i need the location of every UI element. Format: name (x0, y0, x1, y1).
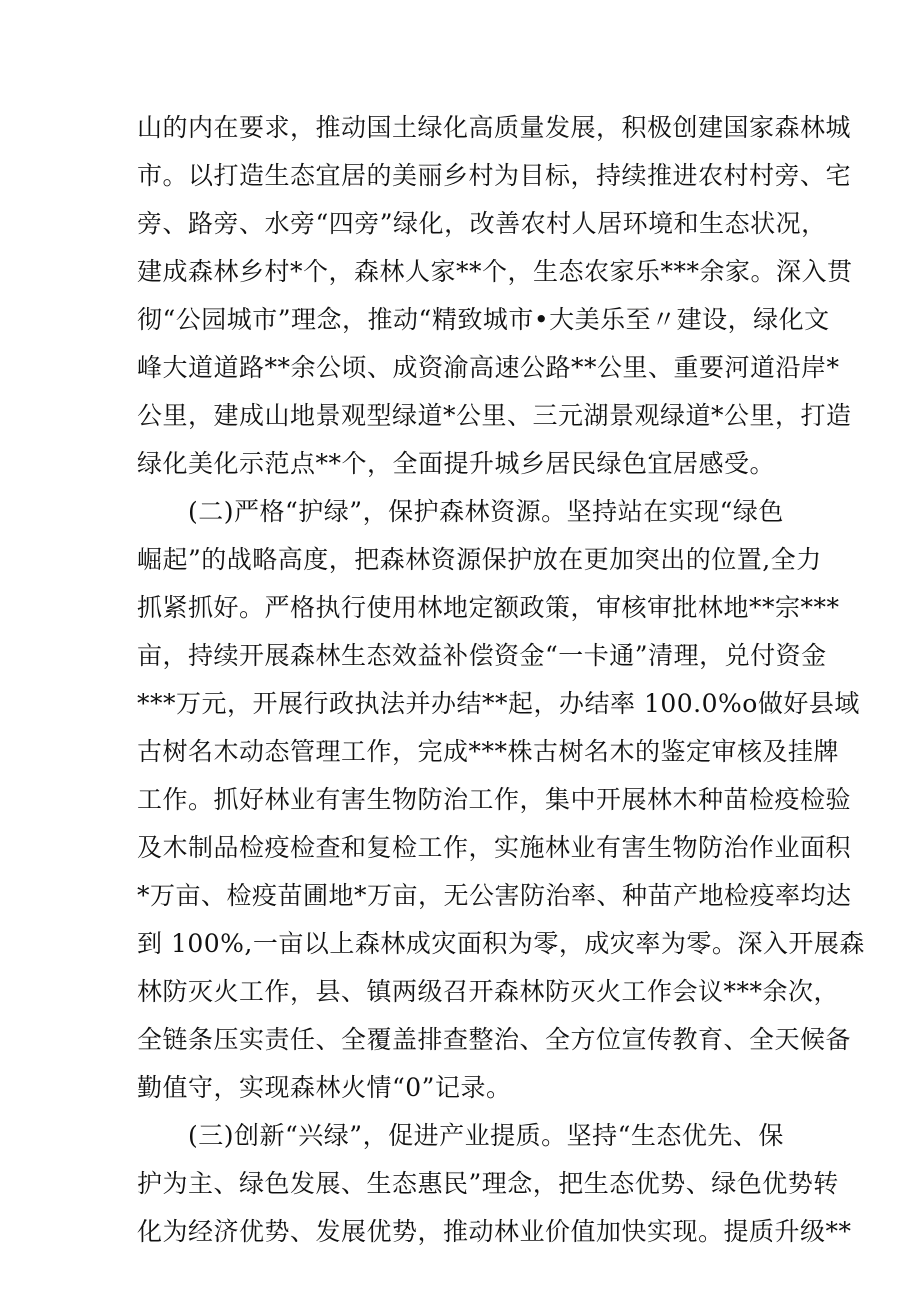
paragraph-line: *万亩、检疫苗圃地*万亩，无公害防治率、种苗产地检疫率均达 (137, 881, 852, 910)
paragraph-line: 古树名木动态管理工作，完成***株古树名木的鉴定审核及挂牌 (137, 737, 840, 766)
paragraph-line: 峰大道道路**余公顷、成资渝高速公路**公里、重要河道沿岸* (137, 353, 840, 382)
paragraph-line: 绿化美化示范点**个，全面提升城乡居民绿色宜居感受。 (137, 449, 776, 478)
paragraph-line: 抓紧抓好。严格执行使用林地定额政策，审核审批林地**宗*** (137, 593, 840, 622)
paragraph-line: 全链条压实责任、全覆盖排查整治、全方位宣传教育、全天候备 (137, 1025, 852, 1054)
paragraph-line: 到 100%,一亩以上森林成灾面积为零，成灾率为零。深入开展森 (137, 929, 865, 958)
paragraph-line: 及木制品检疫检查和复检工作，实施林业有害生物防治作业面积 (137, 833, 852, 862)
paragraph-line: 勤值守，实现森林火情“0”记录。 (137, 1073, 512, 1102)
paragraph-line: 公里，建成山地景观型绿道*公里、三元湖景观绿道*公里，打造 (137, 401, 852, 430)
paragraph-line: 化为经济优势、发展优势，推动林业价值加快实现。提质升级** (137, 1217, 852, 1246)
paragraph-line: ***万元，开展行政执法并办结**起，办结率 100.0%o做好县域 (137, 689, 860, 718)
paragraph-line: 山的内在要求，推动国土绿化高质量发展，积极创建国家森林城 (137, 113, 852, 142)
section-heading-line: (三)创新“兴绿”，促进产业提质。坚持“生态优先、保 (188, 1121, 784, 1150)
paragraph-line: 旁、路旁、水旁“四旁”绿化，改善农村人居环境和生态状况， (137, 209, 827, 238)
paragraph-line: 崛起”的战略高度，把森林资源保护放在更加突出的位置,全力 (137, 545, 822, 574)
section-heading-line: (二)严格“护绿”，保护森林资源。坚持站在实现“绿色 (188, 497, 784, 526)
paragraph-line: 护为主、绿色发展、生态惠民”理念，把生态优势、绿色优势转 (137, 1169, 839, 1198)
paragraph-line: 工作。抓好林业有害生物防治工作，集中开展林木种苗检疫检验 (137, 785, 852, 814)
paragraph-line: 亩，持续开展森林生态效益补偿资金“一卡通”清理，兑付资金 (137, 641, 827, 670)
paragraph-line: 林防灭火工作，县、镇两级召开森林防灭火工作会议***余次， (137, 977, 840, 1006)
paragraph-line: 建成森林乡村*个，森林人家**个，生态农家乐***余家。深入贯 (137, 257, 853, 286)
paragraph-line: 市。以打造生态宜居的美丽乡村为目标，持续推进农村村旁、宅 (137, 161, 852, 190)
paragraph-line: 彻“公园城市”理念，推动“精致城市•大美乐至〃建设，绿化文 (137, 305, 830, 334)
